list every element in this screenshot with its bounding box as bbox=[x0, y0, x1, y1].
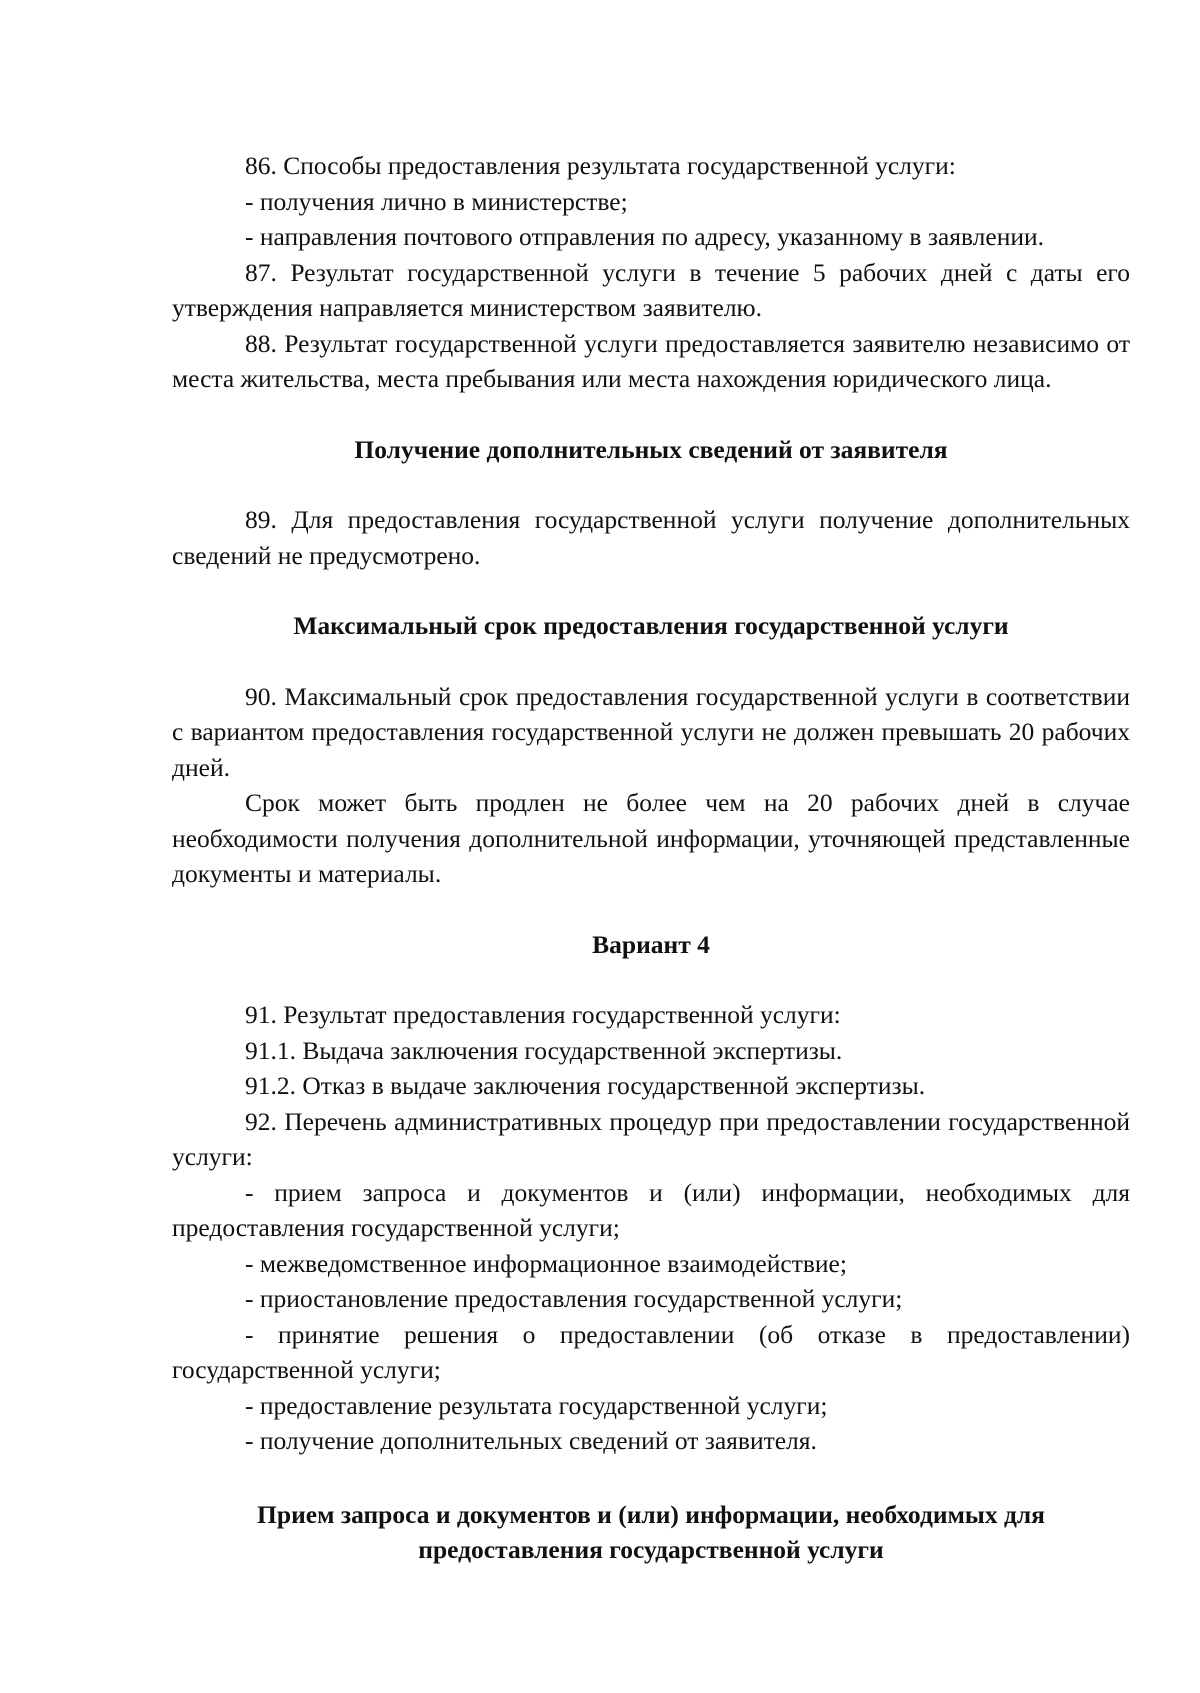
section-heading-reception-line-2: предоставления государственной услуги bbox=[418, 1535, 884, 1564]
paragraph-88: 88. Результат государственной услуги предоставляется заявителю независимо от места жительства, места пребывания или места нахождения юридического лица. bbox=[172, 328, 1130, 393]
list-item-92-2: - межведомственное информационное взаимодействие; bbox=[245, 1248, 847, 1278]
paragraph-89: 89. Для предоставления государственной услуги получение дополнительных сведений не предусмотрено. bbox=[172, 505, 1130, 570]
paragraph-87: 87. Результат государственной услуги в течение 5 рабочих дней с даты его утверждения направляется министерством заявителю. bbox=[172, 257, 1130, 322]
list-item-92-5: - предоставление результата государственной услуги; bbox=[245, 1390, 828, 1420]
list-item-92-3: - приостановление предоставления государственной услуги; bbox=[245, 1284, 903, 1313]
list-item-92-1: - прием запроса и документов и (или) информации, необходимых для предоставления государственной услуги; bbox=[172, 1177, 1130, 1242]
paragraph-90-extension: Срок может быть продлен не более чем на 20 рабочих дней в случае необходимости получения дополнительной информации, уточняющей представленные документы и материалы. bbox=[172, 788, 1130, 888]
list-item-86-1: - получения лично в министерстве; bbox=[245, 186, 628, 216]
list-item-92-4: - принятие решения о предоставлении (об отказе в предоставлении) государственной услуги; bbox=[172, 1319, 1130, 1384]
paragraph-92: 92. Перечень административных процедур при предоставлении государственной услуги: bbox=[172, 1106, 1130, 1171]
section-heading-reception-line-1: Прием запроса и документов и (или) информации, необходимых для bbox=[257, 1499, 1045, 1529]
list-item-92-6: - получение дополнительных сведений от заявителя. bbox=[245, 1426, 817, 1455]
list-item-91-2: 91.2. Отказ в выдаче заключения государственной экспертизы. bbox=[245, 1071, 926, 1100]
list-item-86-2: - направления почтового отправления по адресу, указанному в заявлении. bbox=[245, 222, 1045, 251]
section-heading-variant-4: Вариант 4 bbox=[592, 929, 710, 959]
paragraph-90: 90. Максимальный срок предоставления государственной услуги в соответствии с вариантом предоставления государственной услуги не должен превышать 20 рабочих дней. bbox=[172, 681, 1130, 782]
paragraph-91: 91. Результат предоставления государственной услуги: bbox=[245, 1000, 841, 1029]
section-heading-reception bbox=[172, 1497, 1130, 1568]
list-item-91-1: 91.1. Выдача заключения государственной экспертизы. bbox=[245, 1035, 843, 1065]
section-heading-additional-info: Получение дополнительных сведений от заявителя bbox=[354, 434, 948, 464]
section-heading-max-term: Максимальный срок предоставления государственной услуги bbox=[293, 611, 1009, 640]
paragraph-86: 86. Способы предоставления результата государственной услуги: bbox=[245, 151, 956, 180]
document-page bbox=[172, 148, 1130, 1568]
